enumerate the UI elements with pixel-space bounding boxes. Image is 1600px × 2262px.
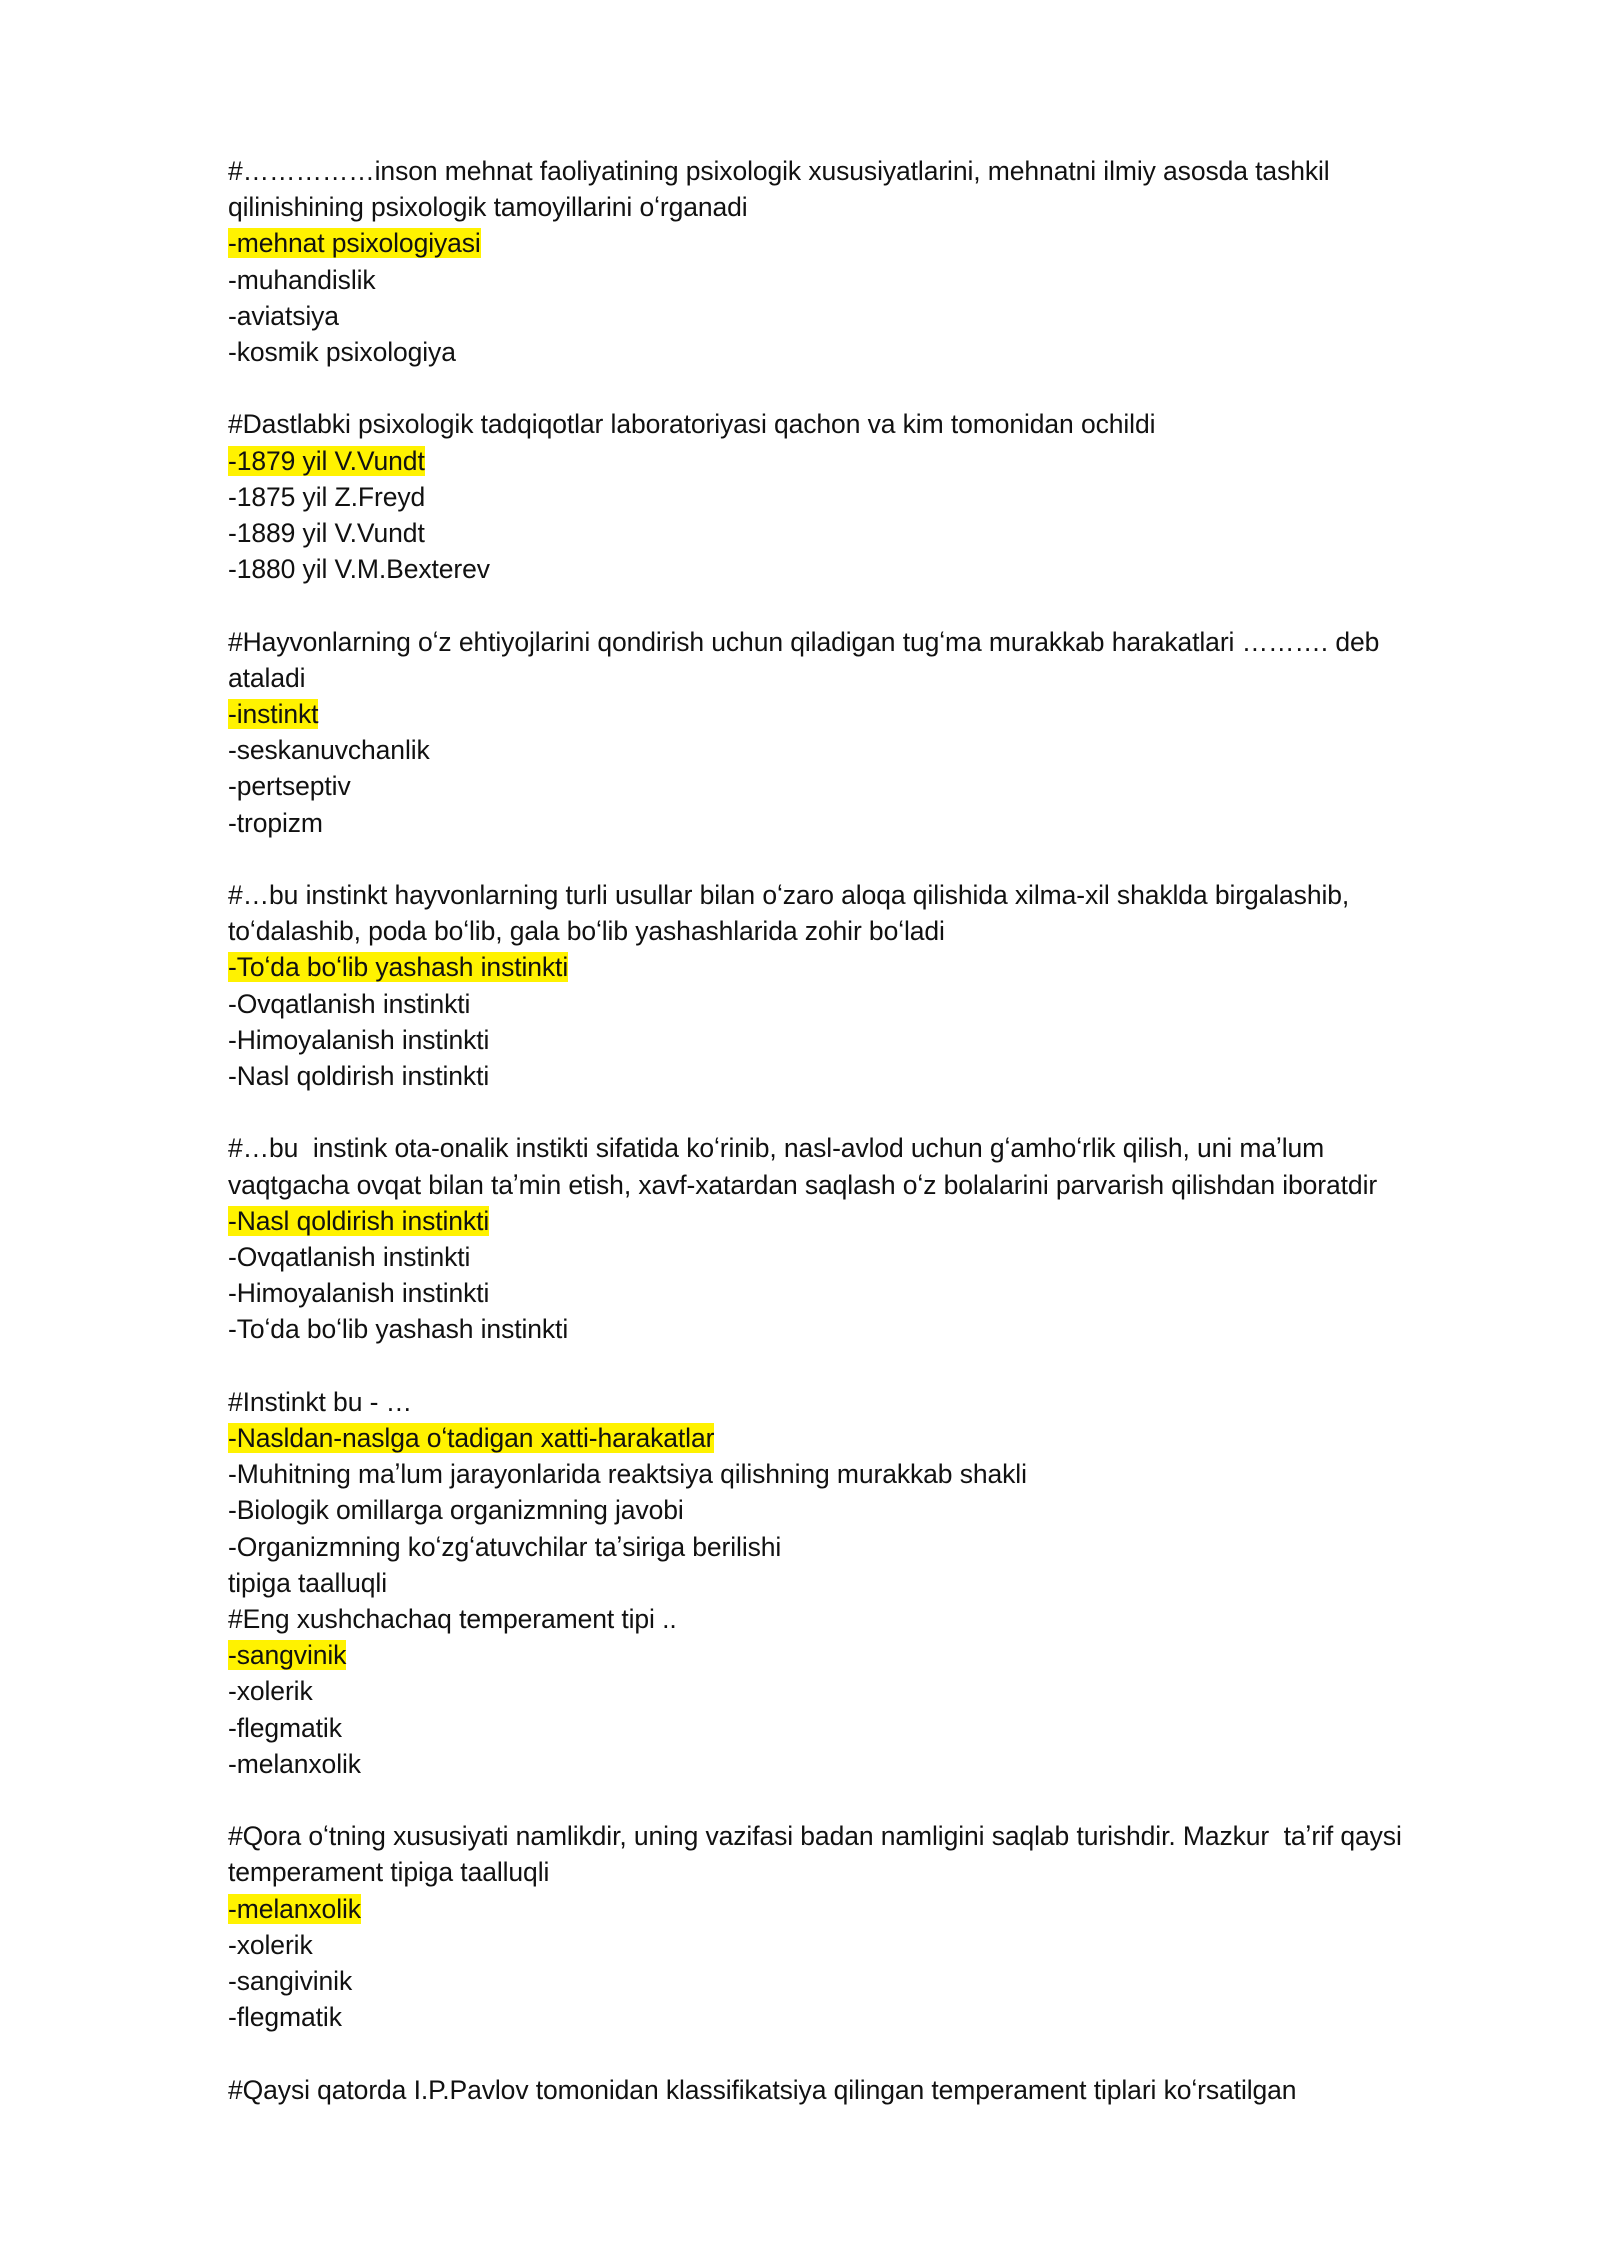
question-text: #Qaysi qatorda I.P.Pavlov tomonidan klassifikatsiya qilingan temperament tiplari koʻrsatilgan [228, 2074, 1297, 2105]
answer-correct [228, 443, 1468, 479]
spacer [228, 841, 1468, 877]
answer-option: -Biologik omillarga organizmning javobi [228, 1495, 684, 1526]
question-text: #Dastlabki psixologik tadqiqotlar laboratoriyasi qachon va kim tomonidan ochildi [228, 409, 1156, 440]
answer-option: -1889 yil V.Vundt [228, 518, 425, 549]
answer-option: -pertseptiv [228, 771, 351, 802]
question-text: #Eng xushchachaq temperament tipi .. [228, 1604, 677, 1635]
answer-option: -muhandislik [228, 264, 376, 295]
answer-option: -Ovqatlanish instinkti [228, 988, 471, 1019]
question-text: #…bu instinkt hayvonlarning turli usullar bilan oʻzaro aloqa qilishida xilma-xil shaklda birgalashib, [228, 880, 1350, 911]
question-text: #……………inson mehnat faoliyatining psixologik xususiyatlarini, mehnatni ilmiy asosda tashkil [228, 156, 1330, 186]
answer-option: -Ovqatlanish instinkti [228, 1242, 471, 1273]
correct-answer-highlight: -Toʻda boʻlib yashash instinkti [228, 952, 569, 983]
spacer [228, 1348, 1468, 1384]
answer-option: -xolerik [228, 1676, 313, 1707]
question-text: qilinishining psixologik tamoyillarini oʻrganadi [228, 192, 748, 223]
question-block-5 [228, 1130, 1468, 1347]
answer-option: -flegmatik [228, 2002, 342, 2033]
question-text: #Instinkt bu - … [228, 1386, 412, 1417]
answer-option: -seskanuvchanlik [228, 735, 430, 766]
question-text: vaqtgacha ovqat bilan taʼmin etish, xavf-xatardan saqlash oʻz bolalarini parvarish qilishdan iboratdir [228, 1169, 1378, 1200]
question-text: temperament tipiga taalluqli [228, 1857, 550, 1888]
spacer [228, 1782, 1468, 1818]
question-block-9 [228, 2072, 1468, 2108]
question-block-2 [228, 406, 1468, 587]
question-text: #Qora oʻtning xususiyati namlikdir, uning vazifasi badan namligini saqlab turishdir. Mazkur taʼrif qaysi [228, 1821, 1402, 1852]
answer-option: -Muhitning maʼlum jarayonlarida reaktsiya qilishning murakkab shakli [228, 1459, 1027, 1490]
answer-correct [228, 1891, 1468, 1927]
answer-correct [228, 225, 1468, 261]
document-page [228, 153, 1468, 2108]
answer-option: -Himoyalanish instinkti [228, 1024, 490, 1055]
stray-text: tipiga taalluqli [228, 1567, 387, 1598]
question-block-3 [228, 624, 1468, 841]
question-text: toʻdalashib, poda boʻlib, gala boʻlib yashashlarida zohir boʻladi [228, 916, 945, 947]
answer-option: -1880 yil V.M.Bexterev [228, 554, 490, 585]
answer-option: -xolerik [228, 1929, 313, 1960]
spacer [228, 370, 1468, 406]
question-block-4 [228, 877, 1468, 1094]
answer-option: -Himoyalanish instinkti [228, 1278, 490, 1309]
question-block-6 [228, 1384, 1468, 1601]
answer-option: -flegmatik [228, 1712, 342, 1743]
answer-option: -Nasl qoldirish instinkti [228, 1061, 490, 1092]
question-text: ataladi [228, 662, 306, 693]
answer-option: -kosmik psixologiya [228, 337, 456, 368]
answer-correct [228, 949, 1468, 985]
question-block-8 [228, 1818, 1468, 2035]
question-text: #…bu instink ota-onalik instikti sifatida koʻrinib, nasl-avlod uchun gʻamhoʻrlik qilish, uni maʼlum [228, 1133, 1325, 1164]
correct-answer-highlight: -Nasldan-naslga oʻtadigan xatti-harakatlar [228, 1423, 715, 1454]
question-block-7 [228, 1601, 1468, 1782]
answer-option: -melanxolik [228, 1748, 361, 1779]
correct-answer-highlight: -Nasl qoldirish instinkti [228, 1205, 490, 1236]
answer-correct [228, 1637, 1468, 1673]
correct-answer-highlight: -mehnat psixologiyasi [228, 228, 481, 259]
answer-option: -sangivinik [228, 1966, 353, 1997]
spacer [228, 2035, 1468, 2071]
answer-option: -Toʻda boʻlib yashash instinkti [228, 1314, 569, 1345]
spacer [228, 587, 1468, 623]
answer-correct [228, 696, 1468, 732]
answer-correct [228, 1203, 1468, 1239]
question-block-1 [228, 153, 1468, 370]
correct-answer-highlight: -instinkt [228, 699, 319, 730]
answer-option: -aviatsiya [228, 300, 339, 331]
answer-correct [228, 1420, 1468, 1456]
answer-option: -tropizm [228, 807, 323, 838]
answer-option: -Organizmning koʻzgʻatuvchilar taʼsiriga berilishi [228, 1531, 782, 1562]
correct-answer-highlight: -1879 yil V.Vundt [228, 445, 425, 476]
answer-option: -1875 yil Z.Freyd [228, 481, 426, 512]
spacer [228, 1094, 1468, 1130]
correct-answer-highlight: -sangvinik [228, 1640, 347, 1671]
question-text: #Hayvonlarning oʻz ehtiyojlarini qondirish uchun qiladigan tugʻma murakkab harakatlari ………. deb [228, 626, 1380, 657]
correct-answer-highlight: -melanxolik [228, 1893, 361, 1924]
